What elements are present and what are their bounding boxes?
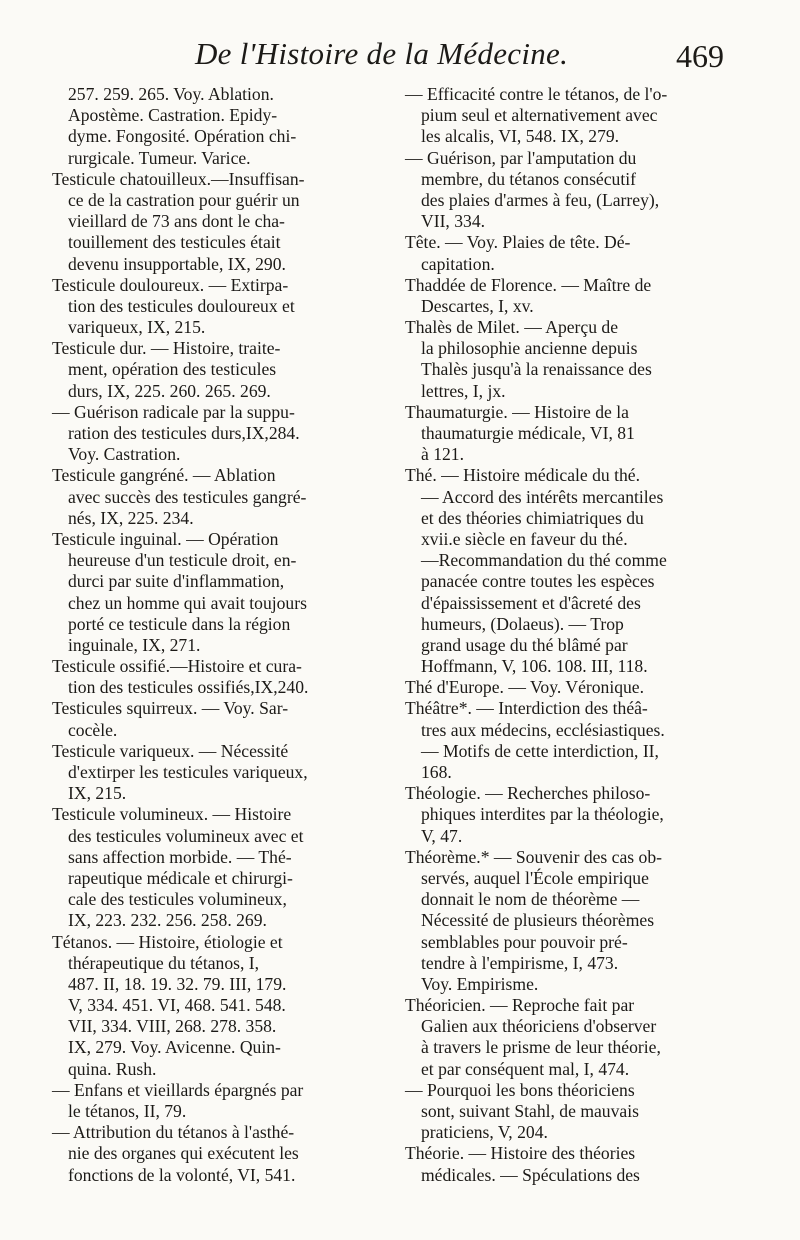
index-line: Testicules squirreux. — Voy. Sar- bbox=[52, 698, 289, 719]
index-line: tion des testicules douloureux et bbox=[68, 295, 295, 316]
index-line: tendre à l'empirisme, I, 473. bbox=[421, 952, 619, 973]
index-line: sans affection morbide. — Thé- bbox=[68, 846, 292, 867]
index-line: humeurs, (Dolaeus). — Trop bbox=[421, 613, 624, 634]
running-title: De l'Histoire de la Médecine. bbox=[195, 36, 569, 71]
index-line: Tête. — Voy. Plaies de tête. Dé- bbox=[405, 232, 631, 253]
index-line: — Enfans et vieillards épargnés par bbox=[52, 1079, 304, 1100]
page-header bbox=[0, 30, 800, 90]
index-line: Voy. Empirisme. bbox=[421, 973, 539, 994]
index-line: phiques interdites par la théologie, bbox=[421, 804, 664, 825]
index-line: — Guérison radicale par la suppu- bbox=[52, 401, 295, 422]
index-line: Hoffmann, V, 106. 108. III, 118. bbox=[421, 656, 648, 677]
index-line: IX, 279. Voy. Avicenne. Quin- bbox=[68, 1037, 281, 1058]
index-line: xvii.e siècle en faveur du thé. bbox=[421, 528, 628, 549]
index-line: Voy. Castration. bbox=[68, 444, 181, 465]
index-line: touillement des testicules était bbox=[68, 232, 281, 253]
index-line: tion des testicules ossifiés,IX,240. bbox=[68, 677, 309, 698]
index-line: Thaddée de Florence. — Maître de bbox=[405, 274, 652, 295]
index-line: Descartes, I, xv. bbox=[421, 295, 534, 316]
index-line: Théologie. — Recherches philoso- bbox=[405, 783, 651, 804]
index-line: Nécessité de plusieurs théorèmes bbox=[421, 910, 655, 931]
index-line: IX, 223. 232. 256. 258. 269. bbox=[68, 910, 267, 931]
index-line: 257. 259. 265. Voy. Ablation. bbox=[68, 84, 274, 104]
index-line: variqueux, IX, 215. bbox=[68, 317, 206, 338]
index-line: Testicule dur. — Histoire, traite- bbox=[52, 338, 281, 359]
index-line: grand usage du thé blâmé par bbox=[421, 634, 628, 655]
index-line: pium seul et alternativement avec bbox=[421, 105, 658, 126]
index-column-left bbox=[52, 84, 390, 1186]
index-line: des testicules volumineux avec et bbox=[68, 825, 304, 846]
index-line: panacée contre toutes les espèces bbox=[421, 571, 655, 592]
index-line: vieillard de 73 ans dont le cha- bbox=[68, 211, 285, 232]
index-line: Théâtre*. — Interdiction des théâ- bbox=[405, 698, 648, 719]
index-line: d'extirper les testicules variqueux, bbox=[68, 762, 308, 782]
index-line: nie des organes qui exécutent les bbox=[68, 1143, 299, 1164]
index-line: et des théories chimiatriques du bbox=[421, 507, 644, 528]
index-line: VII, 334. VIII, 268. 278. 358. bbox=[68, 1016, 277, 1037]
index-line: membre, du tétanos consécutif bbox=[421, 168, 636, 189]
index-line: thaumaturgie médicale, VI, 81 bbox=[421, 423, 635, 443]
index-line: à travers le prisme de leur théorie, bbox=[421, 1037, 661, 1058]
index-line: V, 47. bbox=[421, 825, 463, 846]
index-line: Testicule ossifié.—Histoire et cura- bbox=[52, 656, 302, 677]
index-line: Testicule douloureux. — Extirpa- bbox=[52, 274, 289, 295]
index-line: praticiens, V, 204. bbox=[421, 1122, 548, 1143]
index-line: VII, 334. bbox=[421, 211, 486, 232]
index-line: porté ce testicule dans la région bbox=[68, 613, 291, 634]
index-line: — Accord des intérêts mercantiles bbox=[421, 486, 664, 507]
index-line: — Motifs de cette interdiction, II, bbox=[421, 740, 659, 761]
index-line: thérapeutique du tétanos, I, bbox=[68, 952, 260, 973]
index-line: — Pourquoi les bons théoriciens bbox=[405, 1079, 635, 1100]
index-line: cocèle. bbox=[68, 719, 118, 740]
index-line: Testicule chatouilleux.—Insuffisan- bbox=[52, 168, 305, 189]
index-line: la philosophie ancienne depuis bbox=[421, 338, 638, 359]
index-line: rurgicale. Tumeur. Varice. bbox=[68, 147, 251, 168]
index-line: Apostème. Castration. Epidy- bbox=[68, 105, 278, 126]
index-line: Thé. — Histoire médicale du thé. bbox=[405, 465, 640, 486]
index-line: inguinale, IX, 271. bbox=[68, 634, 201, 655]
index-line: chez un homme qui avait toujours bbox=[68, 592, 307, 613]
index-line: Théorie. — Histoire des théories bbox=[405, 1143, 636, 1164]
index-line: 487. II, 18. 19. 32. 79. III, 179. bbox=[68, 973, 287, 994]
index-line: médicales. — Spéculations des bbox=[421, 1164, 640, 1185]
index-line: Tétanos. — Histoire, étiologie et bbox=[52, 931, 283, 952]
index-line: d'épaississement et d'âcreté des bbox=[421, 592, 641, 613]
index-line: les alcalis, VI, 548. IX, 279. bbox=[421, 126, 620, 147]
index-line: V, 334. 451. VI, 468. 541. 548. bbox=[68, 995, 286, 1016]
index-line: tres aux médecins, ecclésiastiques. bbox=[421, 719, 665, 740]
index-line: IX, 215. bbox=[68, 783, 127, 804]
page-number: 469 bbox=[676, 38, 724, 74]
index-line: dyme. Fongosité. Opération chi- bbox=[68, 126, 297, 147]
index-line: Thalès de Milet. — Aperçu de bbox=[405, 317, 619, 338]
index-line: rapeutique médicale et chirurgi- bbox=[68, 867, 293, 888]
index-line: — Efficacité contre le tétanos, de l'o- bbox=[405, 84, 668, 104]
index-line: ment, opération des testicules bbox=[68, 359, 277, 380]
index-line: — Guérison, par l'amputation du bbox=[405, 147, 637, 168]
index-line: Théorème.* — Souvenir des cas ob- bbox=[405, 846, 662, 867]
index-line: Théoricien. — Reproche fait par bbox=[405, 995, 635, 1016]
index-line: fonctions de la volonté, VI, 541. bbox=[68, 1164, 296, 1185]
index-line: —Recommandation du thé comme bbox=[421, 550, 667, 571]
index-line: ce de la castration pour guérir un bbox=[68, 189, 300, 210]
index-line: devenu insupportable, IX, 290. bbox=[68, 253, 286, 274]
index-line: Thalès jusqu'à la renaissance des bbox=[421, 359, 652, 380]
index-line: heureuse d'un testicule droit, en- bbox=[68, 550, 297, 571]
index-line: donnait le nom de théorème — bbox=[421, 889, 640, 910]
index-line: quina. Rush. bbox=[68, 1058, 157, 1079]
index-line: et par conséquent mal, I, 474. bbox=[421, 1058, 630, 1079]
index-line: à 121. bbox=[421, 444, 464, 465]
index-line: semblables pour pouvoir pré- bbox=[421, 931, 628, 952]
index-line: Testicule inguinal. — Opération bbox=[52, 528, 279, 549]
index-line: durci par suite d'inflammation, bbox=[68, 571, 285, 592]
index-line: lettres, I, jx. bbox=[421, 380, 506, 401]
index-line: nés, IX, 225. 234. bbox=[68, 507, 194, 528]
index-line: le tétanos, II, 79. bbox=[68, 1101, 187, 1121]
index-line: des plaies d'armes à feu, (Larrey), bbox=[421, 189, 660, 210]
index-line: sont, suivant Stahl, de mauvais bbox=[421, 1101, 639, 1121]
index-line: Testicule gangréné. — Ablation bbox=[52, 465, 276, 486]
index-line: 168. bbox=[421, 762, 452, 782]
index-line: — Attribution du tétanos à l'asthé- bbox=[52, 1122, 295, 1143]
index-line: capitation. bbox=[421, 253, 495, 274]
index-line: ration des testicules durs,IX,284. bbox=[68, 423, 300, 443]
index-line: Thé d'Europe. — Voy. Véronique. bbox=[405, 677, 645, 698]
index-column-right bbox=[405, 84, 745, 1186]
index-line: cale des testicules volumineux, bbox=[68, 889, 287, 910]
index-line: Testicule volumineux. — Histoire bbox=[52, 804, 292, 825]
index-line: Thaumaturgie. — Histoire de la bbox=[405, 401, 629, 422]
index-line: Testicule variqueux. — Nécessité bbox=[52, 740, 289, 761]
index-line: servés, auquel l'École empirique bbox=[421, 867, 649, 888]
index-line: Galien aux théoriciens d'observer bbox=[421, 1016, 657, 1037]
index-line: durs, IX, 225. 260. 265. 269. bbox=[68, 380, 271, 401]
index-line: avec succès des testicules gangré- bbox=[68, 486, 307, 507]
